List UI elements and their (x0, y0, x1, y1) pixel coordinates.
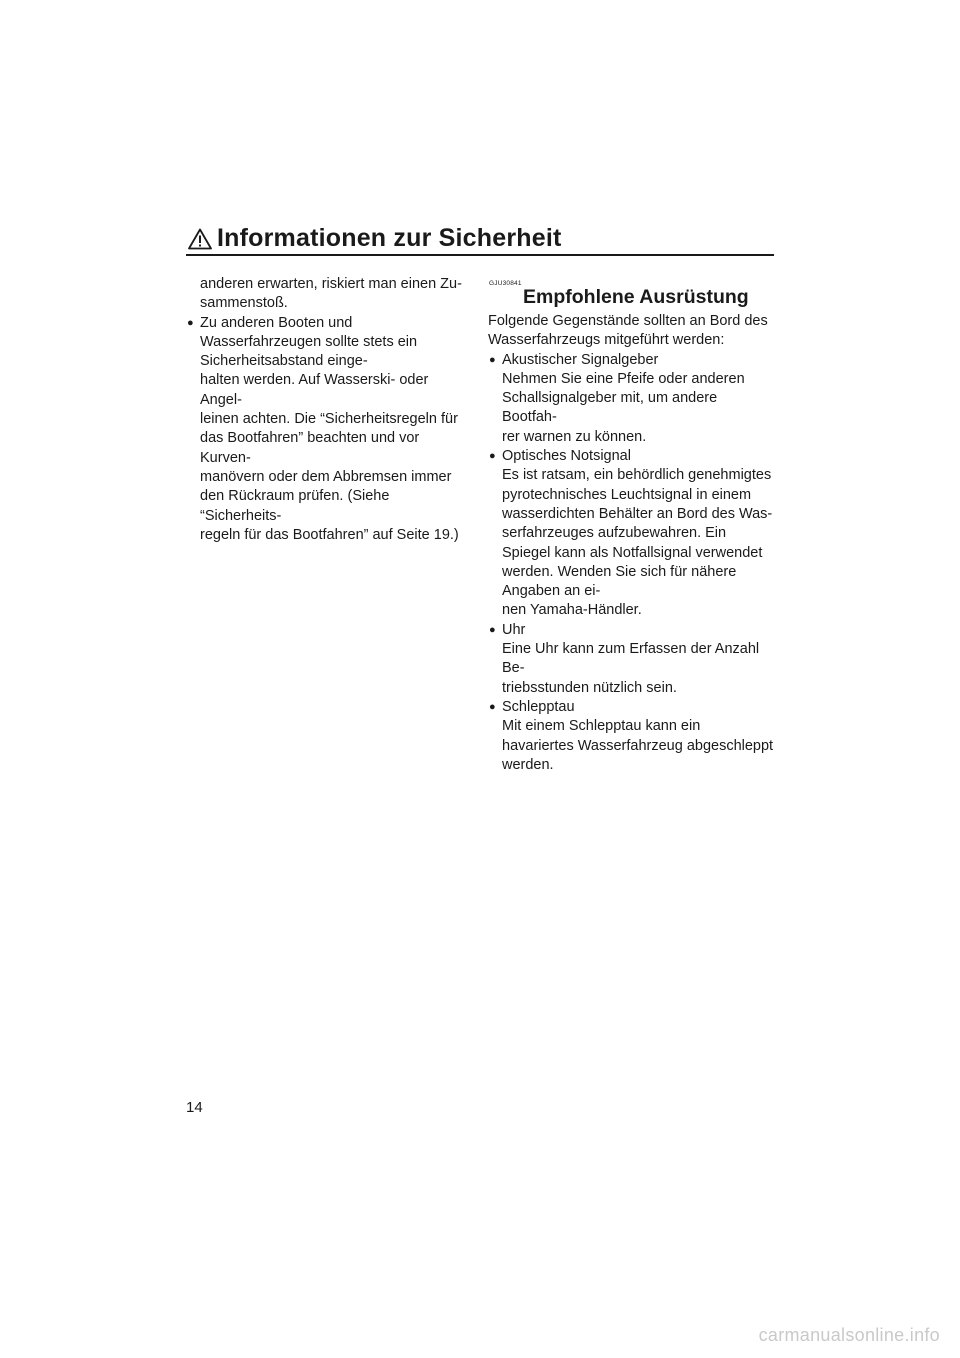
right-column (488, 280, 776, 775)
bullet-text: Zu anderen Booten und Wasserfahrzeugen sollte stets ein Sicherheitsabstand einge- halten werden. Auf Wasserski- oder Angel- leinen achten. Die “Sicherheitsregeln für das Bootfahren” beachten und vor Kurven- manövern oder dem Abbremsen immer den Rückraum prüfen. (Siehe “Sicherheits- regeln für das Bootfahren” auf Seite 19.) (200, 314, 459, 543)
header-divider (186, 254, 774, 256)
bullet: ● (489, 623, 496, 636)
list-item (488, 621, 776, 698)
bullet: ● (187, 316, 194, 329)
page-number: 14 (186, 1099, 203, 1116)
list-item (488, 447, 776, 621)
item-text: Es ist ratsam, ein behördlich genehmigtes pyrotechnisches Leuchtsignal in einem wasserdichten Behälter an Bord des Was- serfahrzeuges aufzubewahren. Ein Spiegel kann als Notfallsignal verwendet werden. Wenden Sie sich für nähere Angaben an ei- nen Yamaha-Händler. (502, 467, 773, 619)
left-column (186, 275, 468, 545)
item-text: Eine Uhr kann zum Erfassen der Anzahl Be- triebsstunden nützlich sein. (502, 641, 760, 696)
section-code: GJU30841 (489, 280, 522, 287)
list-item (488, 351, 776, 447)
watermark: carmanualsonline.info (758, 1325, 940, 1345)
bullet: ● (489, 353, 496, 366)
item-title: Optisches Notsignal (502, 448, 631, 465)
list-item (186, 314, 468, 546)
item-text: Mit einem Schlepptau kann ein havariertes Wasserfahrzeug abgeschleppt werden. (502, 718, 774, 773)
bullet: ● (489, 450, 496, 463)
item-title: Akustischer Signalgeber (502, 351, 659, 368)
list-item (488, 698, 776, 775)
section-title: Empfohlene Ausrüstung (523, 286, 749, 308)
item-title: Schlepptau (502, 698, 575, 715)
item-title: Uhr (502, 621, 526, 638)
page-title: Informationen zur Sicherheit (217, 224, 562, 252)
item-text: Nehmen Sie eine Pfeife oder anderen Schallsignalgeber mit, um andere Bootfah- rer warnen zu können. (502, 370, 745, 445)
continuation-text: anderen erwarten, riskiert man einen Zu- sammenstoß. (200, 276, 462, 312)
page-header (186, 222, 774, 256)
bullet: ● (489, 700, 496, 713)
warning-triangle-icon (188, 228, 212, 250)
intro-text: Folgende Gegenstände sollten an Bord des Wasserfahrzeugs mitgeführt werden: (488, 313, 768, 349)
